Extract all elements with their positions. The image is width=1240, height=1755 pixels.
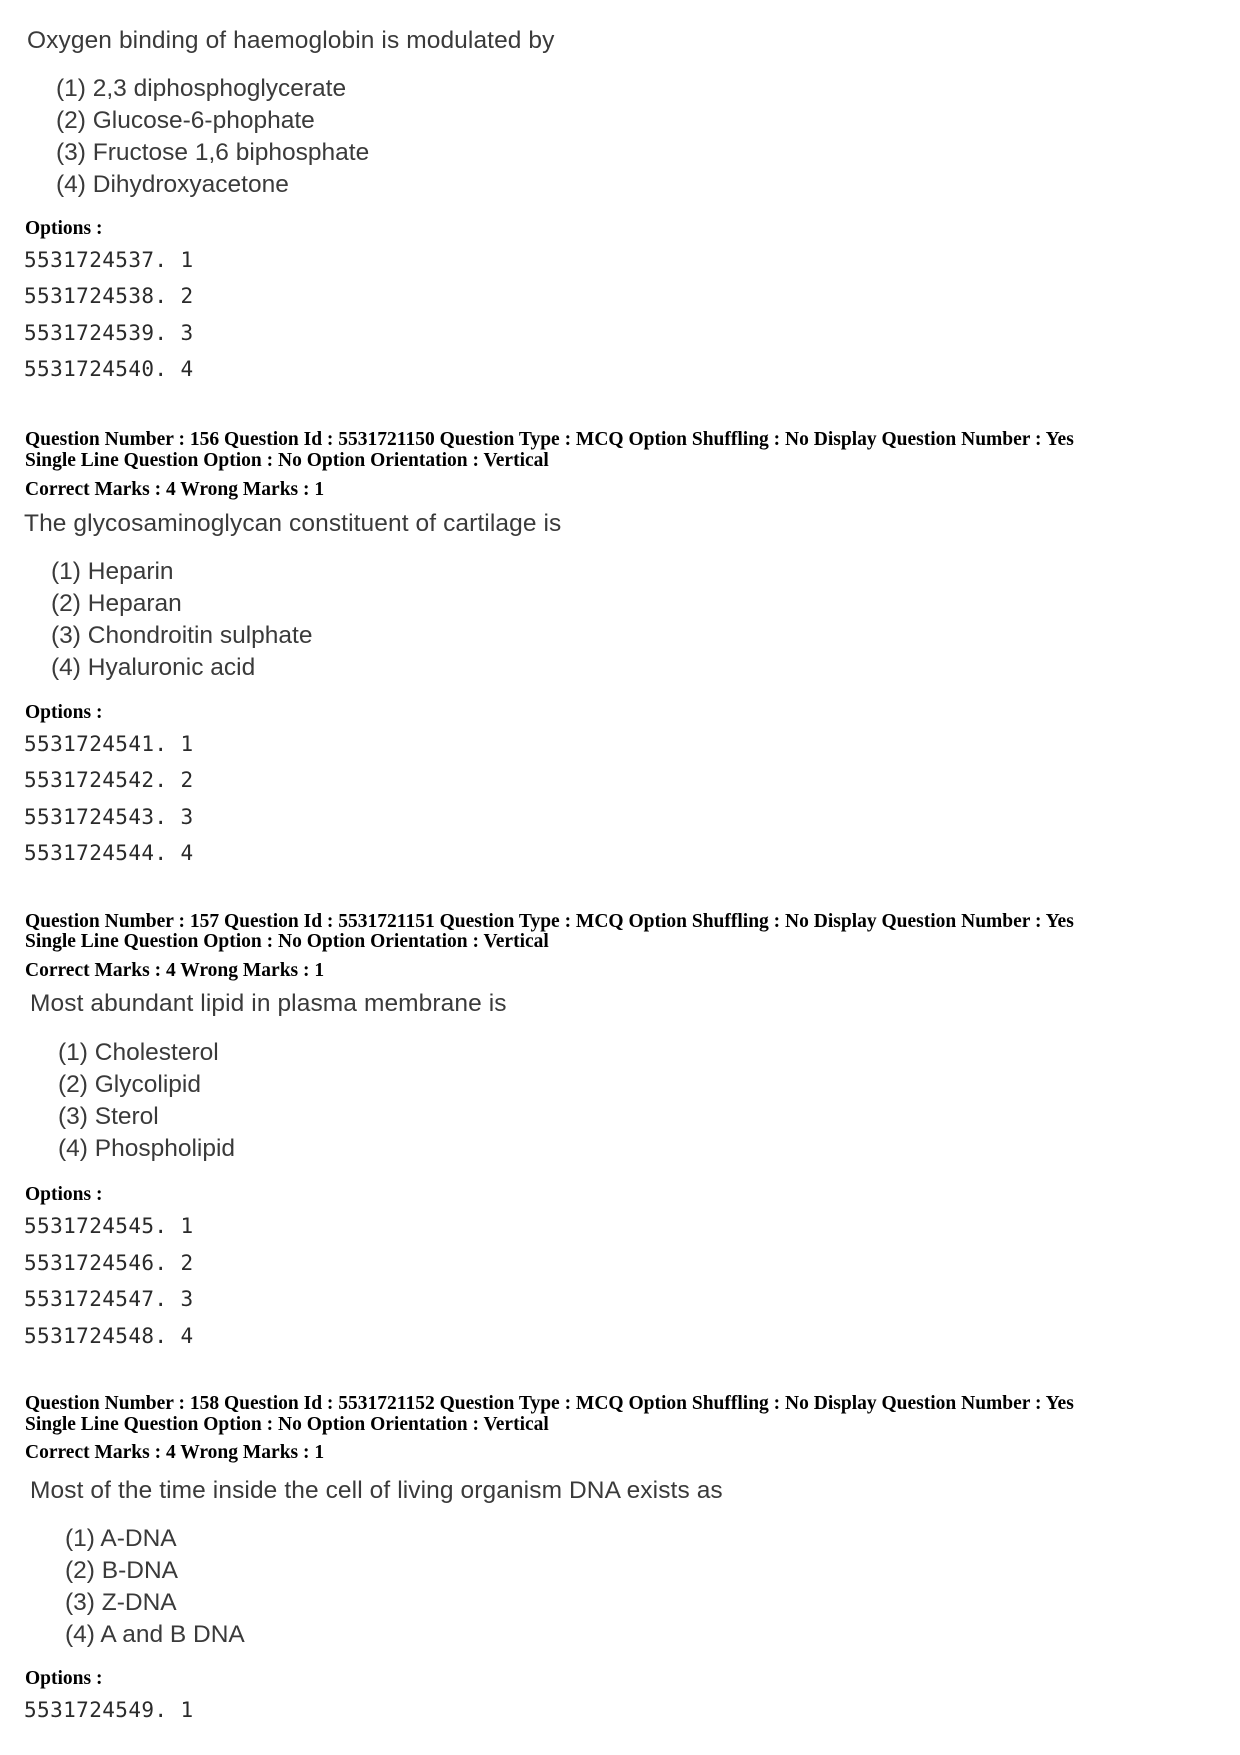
option-id-1: 5531724541. 1 xyxy=(24,732,194,756)
choice-4: (4) Phospholipid xyxy=(58,1135,236,1162)
choice-3: (3) Sterol xyxy=(58,1103,159,1130)
option-id-4: 5531724544. 4 xyxy=(24,841,194,865)
choice-3: (3) Fructose 1,6 biphosphate xyxy=(56,139,370,166)
question-marks: Correct Marks : 4 Wrong Marks : 1 xyxy=(25,479,325,500)
choice-1: (1) 2,3 diphosphoglycerate xyxy=(56,75,347,102)
options-label: Options : xyxy=(25,1184,103,1205)
option-id-3: 5531724547. 3 xyxy=(24,1287,194,1311)
option-id-4: 5531724548. 4 xyxy=(24,1324,194,1348)
choice-3: (3) Z-DNA xyxy=(65,1589,177,1616)
question-stem: Oxygen binding of haemoglobin is modulated by xyxy=(27,27,555,54)
question-meta-line-1: Question Number : 156 Question Id : 5531721150 Question Type : MCQ Option Shuffling : No Display Question Number : Yes xyxy=(25,429,1074,450)
option-id-4: 5531724540. 4 xyxy=(24,357,194,381)
option-id-3: 5531724543. 3 xyxy=(24,805,194,829)
question-meta-line-1: Question Number : 157 Question Id : 5531721151 Question Type : MCQ Option Shuffling : No Display Question Number : Yes xyxy=(25,911,1074,932)
choice-2: (2) Glucose-6-phophate xyxy=(56,107,315,134)
question-meta-line-2: Single Line Question Option : No Option Orientation : Vertical xyxy=(25,450,549,471)
question-stem: The glycosaminoglycan constituent of cartilage is xyxy=(24,510,562,537)
choice-4: (4) Hyaluronic acid xyxy=(51,654,256,681)
option-id-1: 5531724545. 1 xyxy=(24,1214,194,1238)
option-id-2: 5531724546. 2 xyxy=(24,1251,194,1275)
question-stem: Most abundant lipid in plasma membrane is xyxy=(30,990,507,1017)
option-id-3: 5531724539. 3 xyxy=(24,321,194,345)
option-id-2: 5531724542. 2 xyxy=(24,768,194,792)
choice-4: (4) A and B DNA xyxy=(65,1621,245,1648)
choice-1: (1) Heparin xyxy=(51,558,174,585)
option-id-1: 5531724537. 1 xyxy=(24,248,194,272)
option-id-2: 5531724538. 2 xyxy=(24,284,194,308)
options-label: Options : xyxy=(25,1668,103,1689)
options-label: Options : xyxy=(25,218,103,239)
question-marks: Correct Marks : 4 Wrong Marks : 1 xyxy=(25,960,325,981)
question-stem: Most of the time inside the cell of living organism DNA exists as xyxy=(30,1477,723,1504)
question-marks: Correct Marks : 4 Wrong Marks : 1 xyxy=(25,1442,325,1463)
choice-2: (2) Glycolipid xyxy=(58,1071,201,1098)
choice-1: (1) A-DNA xyxy=(65,1525,177,1552)
question-meta-line-1: Question Number : 158 Question Id : 5531721152 Question Type : MCQ Option Shuffling : No Display Question Number : Yes xyxy=(25,1393,1074,1414)
question-meta-line-2: Single Line Question Option : No Option Orientation : Vertical xyxy=(25,1414,549,1435)
choice-4: (4) Dihydroxyacetone xyxy=(56,171,289,198)
choice-1: (1) Cholesterol xyxy=(58,1039,219,1066)
choice-2: (2) B-DNA xyxy=(65,1557,178,1584)
question-meta-line-2: Single Line Question Option : No Option Orientation : Vertical xyxy=(25,931,549,952)
option-id-1: 5531724549. 1 xyxy=(24,1698,194,1722)
choice-2: (2) Heparan xyxy=(51,590,182,617)
choice-3: (3) Chondroitin sulphate xyxy=(51,622,313,649)
options-label: Options : xyxy=(25,702,103,723)
